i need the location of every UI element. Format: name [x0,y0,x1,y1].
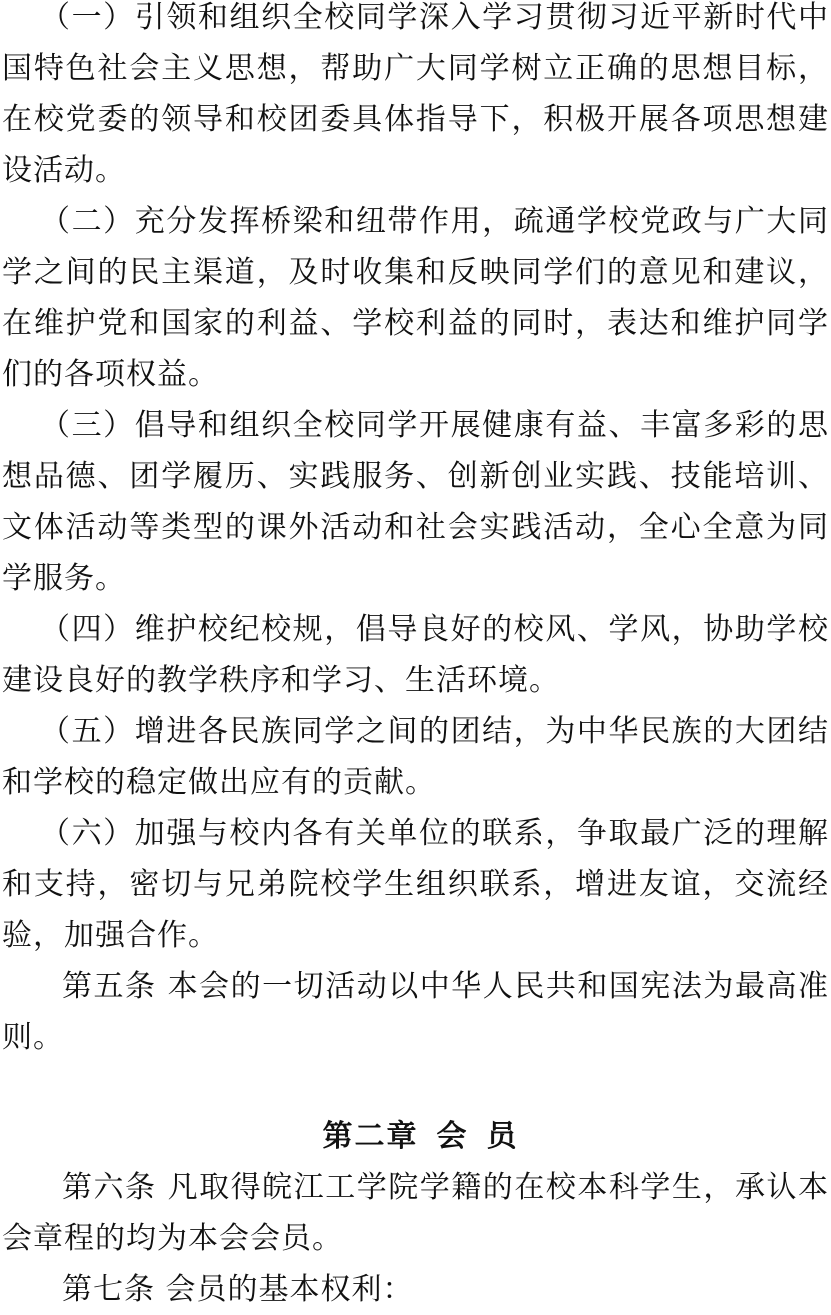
item-4: （四）维护校纪校规，倡导良好的校风、学风，协助学校建设良好的教学秩序和学习、生活环境。 [2,612,829,698]
item-2: （二）充分发挥桥梁和纽带作用，疏通学校党政与广大同学之间的民主渠道，及时收集和反映同学们的意见和建议，在维护党和国家的利益、学校利益的同时，表达和维护同学们的各项权益。 [2,204,829,392]
document-page [2,0,829,1315]
chapter-title-char-2: 员 [486,1119,519,1154]
item-6: （六）加强与校内各有关单位的联系，争取最广泛的理解和支持，密切与兄弟院校学生组织联系，增进友谊，交流经验，加强合作。 [2,816,829,953]
spacer [2,1063,829,1111]
article-7: 第七条 会员的基本权利： [62,1272,414,1307]
chapter-number: 第二章 [322,1119,419,1154]
item-5: （五）增进各民族同学之间的团结，为中华民族的大团结和学校的稳定做出应有的贡献。 [2,714,829,800]
article-5: 第五条 本会的一切活动以中华人民共和国宪法为最高准则。 [2,969,829,1055]
item-1: （一）引领和组织全校同学深入学习贯彻习近平新时代中国特色社会主义思想，帮助广大同学树立正确的思想目标，在校党委的领导和校团委具体指导下，积极开展各项思想建设活动。 [2,0,829,188]
chapter-title-char-1: 会 [436,1119,469,1154]
article-6: 第六条 凡取得皖江工学院学籍的在校本科学生，承认本会章程的均为本会会员。 [2,1170,829,1256]
item-3: （三）倡导和组织全校同学开展健康有益、丰富多彩的思想品德、团学履历、实践服务、创新创业实践、技能培训、文体活动等类型的课外活动和社会实践活动，全心全意为同学服务。 [2,408,829,596]
chapter-heading [2,1111,829,1162]
